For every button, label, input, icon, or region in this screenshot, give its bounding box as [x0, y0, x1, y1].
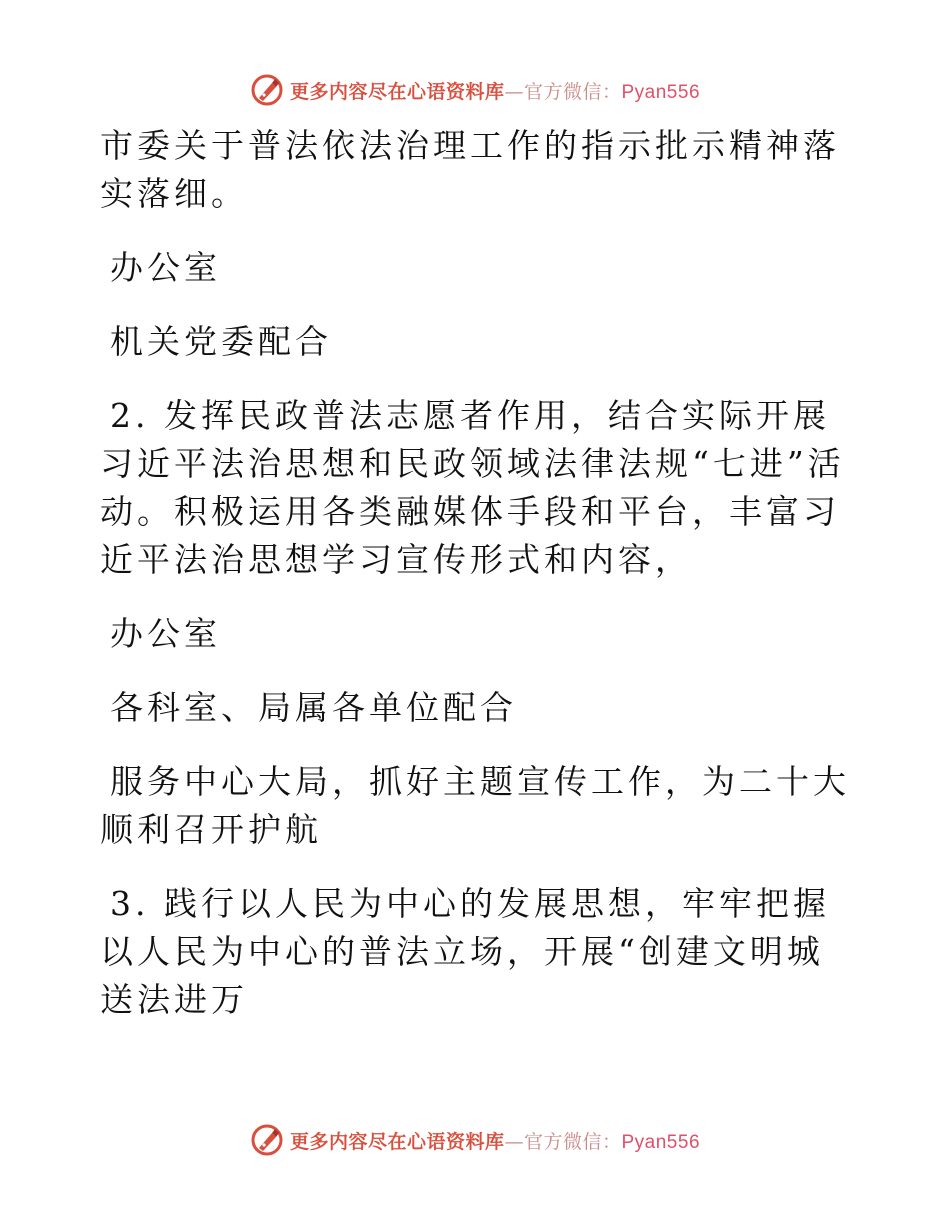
header-banner — [0, 70, 950, 110]
pen-nib-logo-icon — [250, 1123, 284, 1157]
paragraph: 3. 践行以人民为中心的发展思想，牢牢把握以人民为中心的普法立场，开展“创建文明城送法进万 — [100, 884, 830, 1019]
footer-banner-text: 更多内容尽在心语资料库—官方微信：Pyan556 — [289, 1130, 701, 1153]
pen-nib-logo-icon — [250, 73, 284, 107]
paragraph: 市委关于普法依法治理工作的指示批示精神落实落细。 — [100, 126, 840, 213]
footer-banner — [0, 1120, 950, 1160]
document-body — [100, 122, 852, 1050]
paragraph: 办公室 — [110, 614, 221, 653]
paragraph: 机关党委配合 — [110, 322, 332, 361]
paragraph: 各科室、局属各单位配合 — [110, 688, 517, 727]
paragraph: 办公室 — [110, 248, 221, 287]
paragraph: 服务中心大局，抓好主题宣传工作，为二十大顺利召开护航 — [100, 762, 850, 849]
header-banner-text: 更多内容尽在心语资料库—官方微信：Pyan556 — [289, 80, 701, 103]
paragraph: 2. 发挥民政普法志愿者作用，结合实际开展习近平法治思想和民政领域法律法规“七进”活动。积极运用各类融媒体手段和平台，丰富习近平法治思想学习宣传形式和内容， — [100, 396, 845, 579]
